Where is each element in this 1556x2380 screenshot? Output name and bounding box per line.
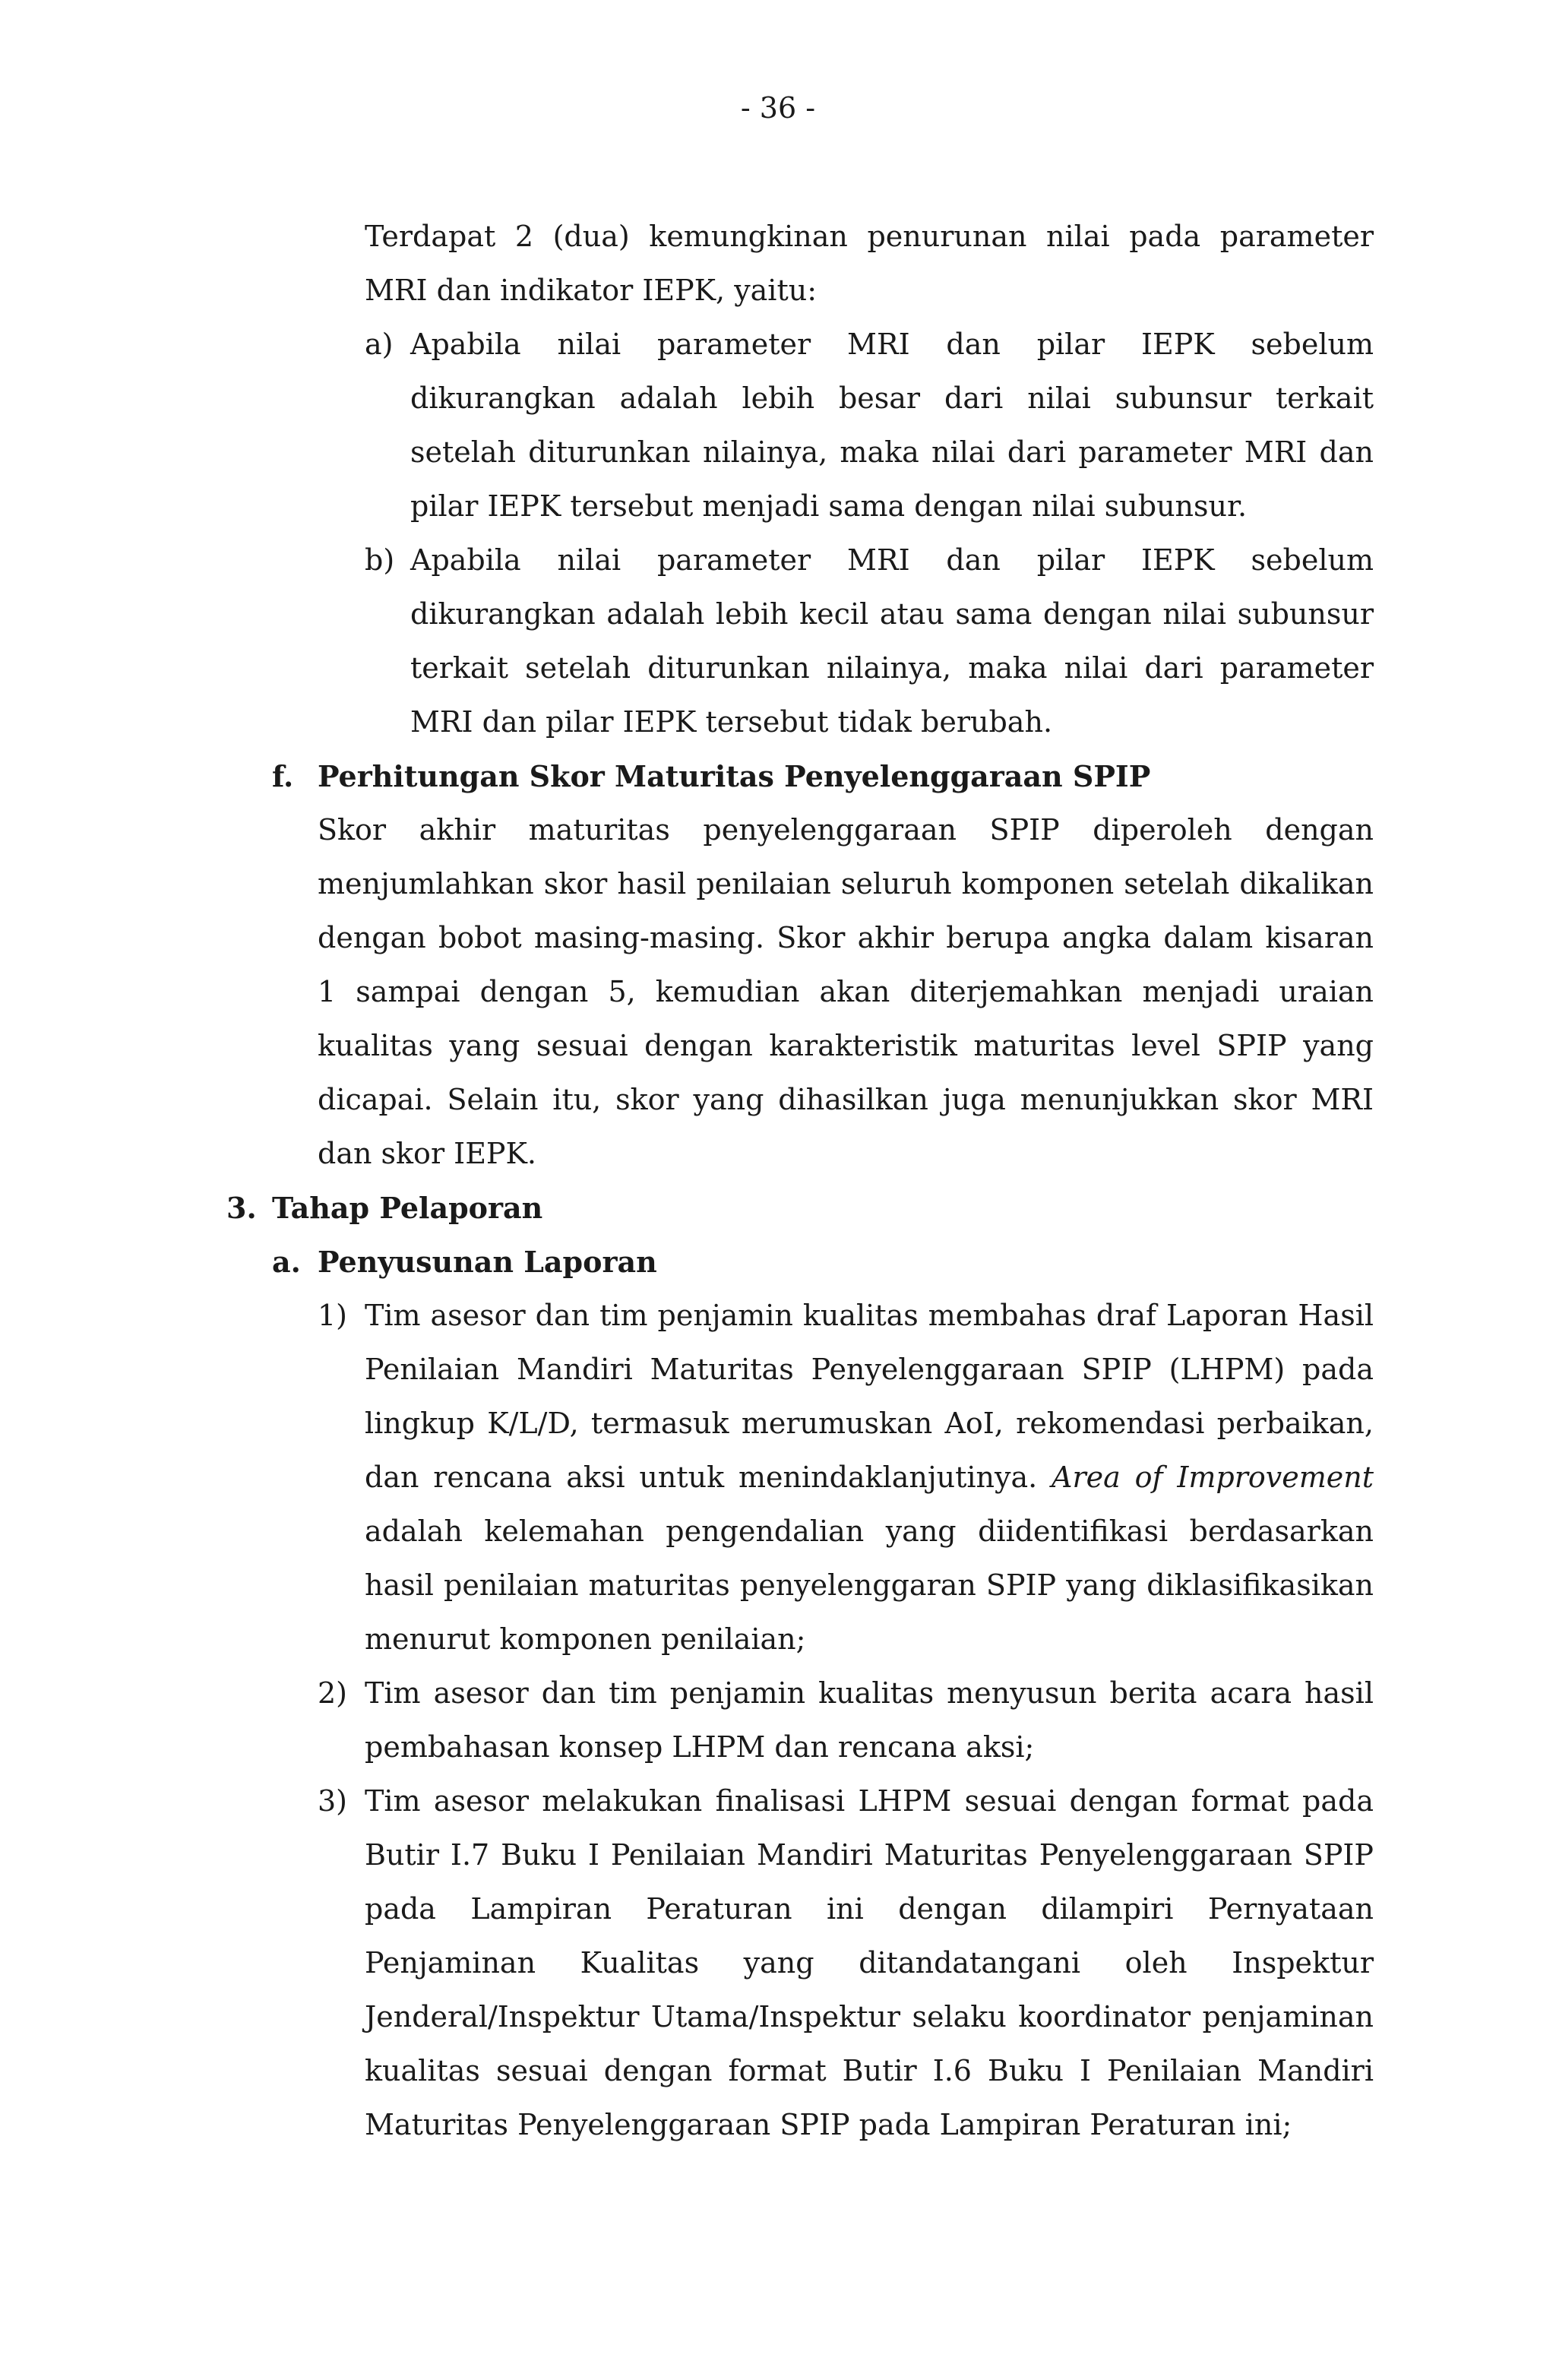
list-marker: 2) — [318, 1676, 348, 1710]
list-item-b — [365, 533, 1374, 749]
list-item-text: Tim asesor melakukan finalisasi LHPM sesuai dengan format pada Butir I.7 Buku I Penilaian Mandiri Maturitas Penyelenggaraan SPIP pada Lampiran Peraturan ini dengan dilampiri Pernyataan Penjaminan Kualitas yang ditandatangani oleh Inspektur Jenderal/Inspektur Utama/Inspektur selaku koordinator penjaminan kualitas sesuai dengan format Butir I.6 Buku I Penilaian Mandiri Maturitas Penyelenggaraan SPIP pada Lampiran Peraturan ini; — [365, 1784, 1374, 2141]
section-marker: f. — [272, 759, 294, 793]
section-heading-text: Tahap Pelaporan — [272, 1191, 543, 1225]
page-content — [0, 210, 1556, 2152]
list-item-text — [365, 1289, 1374, 1666]
list-marker: 1) — [318, 1299, 348, 1332]
list-marker: a) — [365, 328, 394, 361]
page-number: - 36 - — [740, 91, 816, 125]
numbered-item-2 — [318, 1666, 1374, 1774]
list-item-a — [365, 318, 1374, 533]
list-item-text: Tim asesor dan tim penjamin kualitas menyusun berita acara hasil pembahasan konsep LHPM dan rencana aksi; — [365, 1676, 1374, 1764]
list-marker: b) — [365, 543, 395, 577]
numbered-item-3 — [318, 1774, 1374, 2152]
section-heading-text: Perhitungan Skor Maturitas Penyelenggaraan SPIP — [318, 759, 1151, 793]
list-item-text: Apabila nilai parameter MRI dan pilar IEPK sebelum dikurangkan adalah lebih kecil atau sama dengan nilai subunsur terkait setelah diturunkan nilainya, maka nilai dari parameter MRI dan pilar IEPK tersebut tidak berubah. — [410, 543, 1374, 739]
list-marker: 3) — [318, 1784, 348, 1818]
section-3-heading — [226, 1181, 1374, 1235]
intro-paragraph: Terdapat 2 (dua) kemungkinan penurunan nilai pada parameter MRI dan indikator IEPK, yaitu: — [365, 220, 1374, 307]
section-f-paragraph: Skor akhir maturitas penyelenggaraan SPIP diperoleh dengan menjumlahkan skor hasil penilaian seluruh komponen setelah dikalikan dengan bobot masing-masing. Skor akhir berupa angka dalam kisaran 1 sampai dengan 5, kemudian akan diterjemahkan menjadi uraian kualitas yang sesuai dengan karakteristik maturitas level SPIP yang dicapai. Selain itu, skor yang dihasilkan juga menunjukkan skor MRI dan skor IEPK. — [318, 813, 1374, 1170]
section-f-heading — [272, 749, 1374, 803]
item-text-after: adalah kelemahan pengendalian yang diidentifikasi berdasarkan hasil penilaian maturitas penyelenggaran SPIP yang diklasifikasikan menurut komponen penilaian; — [365, 1514, 1374, 1656]
list-item-text: Apabila nilai parameter MRI dan pilar IEPK sebelum dikurangkan adalah lebih besar dari nilai subunsur terkait setelah diturunkan nilainya, maka nilai dari parameter MRI dan pilar IEPK tersebut menjadi sama dengan nilai subunsur. — [410, 328, 1374, 523]
italic-term: Area of Improvement — [1052, 1461, 1374, 1494]
item-text-before: Tim asesor dan tim penjamin kualitas membahas draf Laporan Hasil Penilaian Mandiri Maturitas Penyelenggaraan SPIP (LHPM) pada lingkup K/L/D, termasuk merumuskan AoI, rekomendasi perbaikan, dan rencana aksi untuk menindaklanjutinya. — [365, 1299, 1374, 1494]
section-marker: 3. — [226, 1191, 257, 1225]
section-a-heading — [272, 1235, 1374, 1289]
section-marker: a. — [272, 1245, 301, 1279]
numbered-item-1 — [318, 1289, 1374, 1666]
section-heading-text: Penyusunan Laporan — [318, 1245, 657, 1279]
